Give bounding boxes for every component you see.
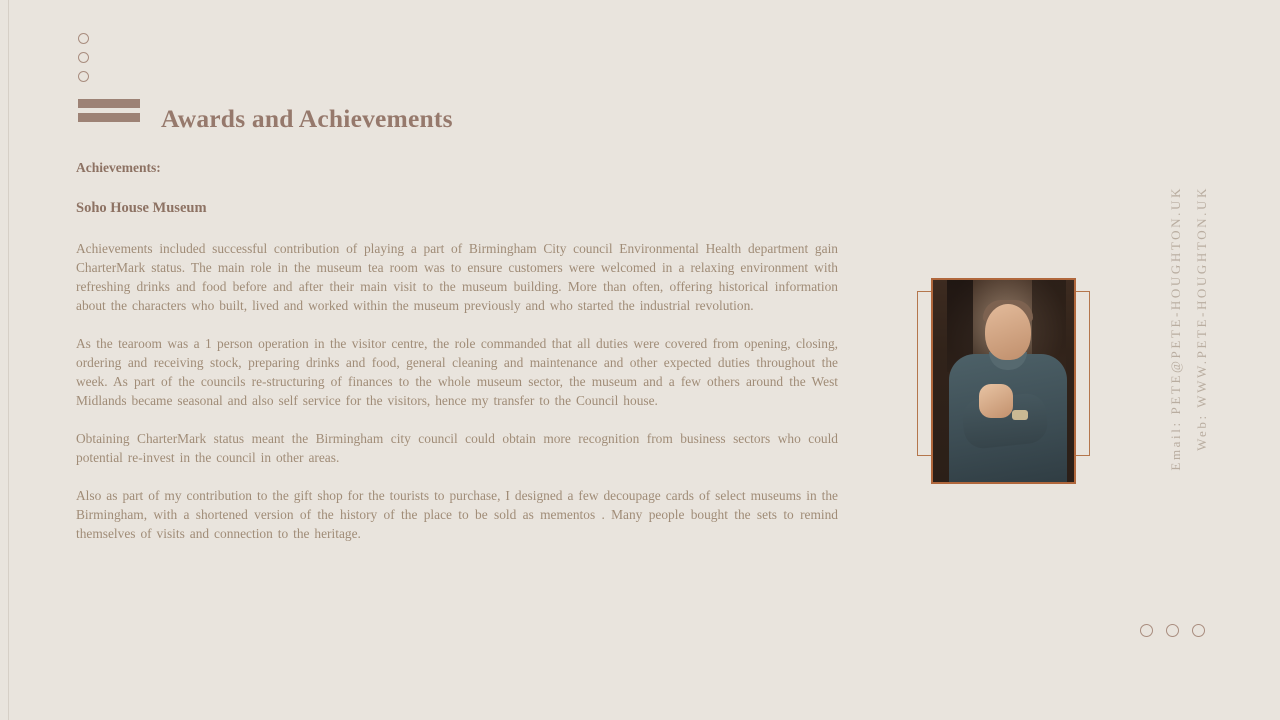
accent-bar (78, 99, 140, 108)
circle-outline-icon (78, 52, 89, 63)
lead-label: Achievements: (76, 160, 161, 175)
photo-subject-watch (1012, 410, 1028, 420)
decorative-dots-top-left (78, 33, 89, 82)
page-title: Awards and Achievements (161, 104, 453, 133)
slide-body (76, 160, 838, 543)
circle-outline-icon (1166, 624, 1179, 637)
body-paragraph-1: Achievements included successful contribution of playing a part of Birmingham City council Environmental Health department gain CharterMark status. The main role in the museum tea room was to ensure customers were welcomed in a relaxing environment with refreshing drinks and food before and after their main visit to the museum building. More than often, offering historical information about the characters who built, lived and worked within the museum previously and who started the industrial revolution. (76, 241, 838, 313)
contact-credits (1158, 186, 1210, 598)
decorative-dots-bottom-right (1140, 624, 1205, 637)
accent-bar (78, 113, 140, 122)
photo-subject-hands (979, 384, 1013, 418)
circle-outline-icon (1192, 624, 1205, 637)
left-margin-rule (8, 0, 9, 720)
body-paragraph-2: As the tearoom was a 1 person operation in the visitor centre, the role commanded that all duties were covered from opening, closing, ordering and receiving stock, preparing drinks and food, general cleaning and maintenance and other expected duties throughout the week. As part of the councils re-structuring of finances to the whole museum sector, the museum and a few others around the West Midlands became seasonal and also self service for the visitors, hence my transfer to the Council house. (76, 336, 838, 408)
web-credit: Web: WWW.PETE-HOUGHTON.UK (1194, 186, 1209, 451)
portrait-photo (931, 278, 1076, 484)
title-accent-bars (78, 99, 140, 122)
circle-outline-icon (1140, 624, 1153, 637)
photo-subject-head (985, 304, 1031, 360)
email-credit: Email: PETE@PETE-HOUGHTON.UK (1168, 186, 1183, 471)
circle-outline-icon (78, 71, 89, 82)
body-paragraph-4: Also as part of my contribution to the gift shop for the tourists to purchase, I designed a few decoupage cards of select museums in the Birmingham, with a shortened version of the history of the place to be sold as mementos . Many people bought the sets to remind themselves of visits and connection to the heritage. (76, 488, 838, 541)
section-subheading: Soho House Museum (76, 200, 207, 216)
portrait-photo-background (933, 280, 1074, 482)
body-paragraph-3: Obtaining CharterMark status meant the Birmingham city council could obtain more recognition from business sectors who could potential re-invest in the council in other areas. (76, 431, 838, 465)
circle-outline-icon (78, 33, 89, 44)
